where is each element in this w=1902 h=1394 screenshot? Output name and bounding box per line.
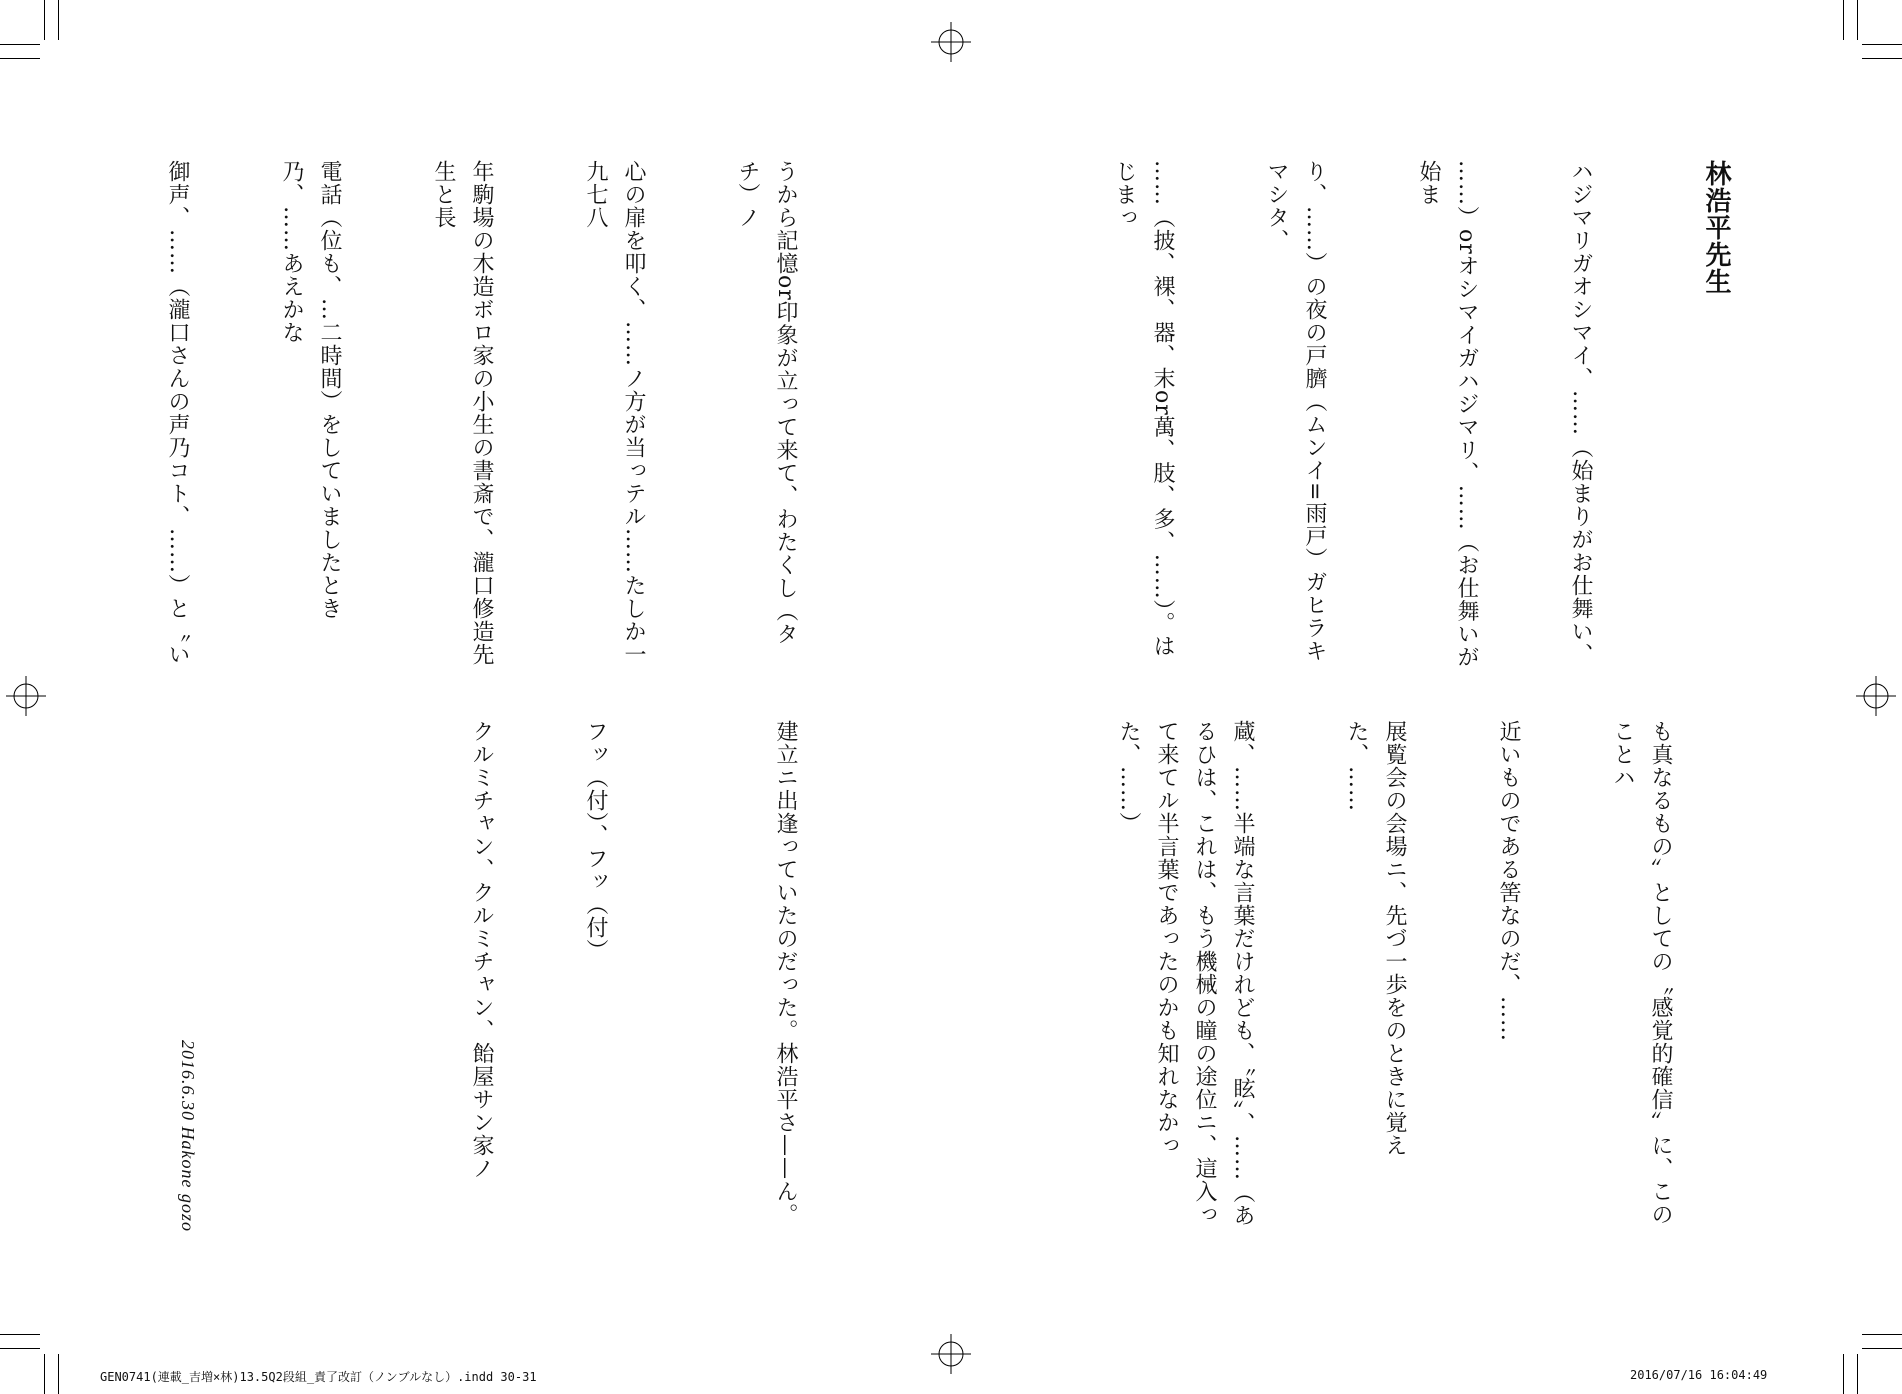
right-upper-text bbox=[1035, 160, 1675, 680]
crosshair-registration-icon-bottom bbox=[931, 1334, 971, 1374]
text-line: 心の扉を叩く、……ノ方が当っテル……たしか一九七八 bbox=[583, 160, 646, 666]
text-line: クルミチャン、クルミチャン、飴屋サン家ノ bbox=[469, 720, 494, 1180]
left-upper-text bbox=[160, 160, 880, 680]
text-line bbox=[380, 720, 386, 1240]
text-line: も真なるもの〟としての〝感覚的確信〟に、このことハ bbox=[1610, 720, 1673, 1226]
text-line: 近いものである筈なのだ、…… bbox=[1496, 720, 1521, 1042]
text-line: 蔵、……半端な言葉だけれども、〝眩〟、……（あるひは、これは、もう機械の瞳の途位ニ、這入って来てル半言葉であったのかも知れなかった、……） bbox=[1116, 720, 1255, 1227]
crosshair-registration-icon-top bbox=[931, 22, 971, 62]
text-line: 建立ニ出逢っていたのだった。林浩平さ——ん。 bbox=[773, 720, 798, 1226]
crosshair-registration-icon-right bbox=[1856, 676, 1896, 716]
text-line: り、……）の夜の戸臍（ムンイ=雨戸）ガヒラキマシタ、 bbox=[1264, 160, 1327, 663]
text-line: ハジマリガオシマイ、……（始まりがお仕舞い、 bbox=[1568, 160, 1593, 666]
text-line: ……）orオシマイガハジマリ、……（お仕舞いが始ま bbox=[1416, 160, 1479, 669]
slug-filename: GEN0741(連載_吉増×林)13.5Q2段組_責了改訂（ノンブルなし）.indd 30-31 bbox=[100, 1370, 537, 1384]
page-heading: 林浩平先生 bbox=[1701, 160, 1731, 295]
text-line: 年駒場の木造ボロ家の小生の書斎で、瀧口修造先生と長 bbox=[431, 160, 494, 666]
text-line: フッ（付）、フッ（付） bbox=[583, 720, 608, 962]
left-lower-poem bbox=[380, 720, 880, 1240]
text-line: ……（披、裸、器、末or萬、肢、多、……）。はじまっ bbox=[1112, 160, 1175, 658]
right-lower-text bbox=[1035, 720, 1755, 1240]
text-line: うから記憶or印象が立って来て、わたくし（タチ）ノ bbox=[735, 160, 798, 646]
text-line: 御声、……（瀧口さんの声乃コト、……）と〝い bbox=[165, 160, 190, 666]
text-line: 電話（位も、…二時間）をしていましたとき乃、……あえかな bbox=[279, 160, 342, 620]
signature-date: 2016.6.30 Hakone gozo bbox=[178, 1040, 198, 1232]
text-line: 展覧会の会場ニ、先づ一歩をのときに覚えた、…… bbox=[1344, 720, 1407, 1157]
slug-timestamp: 2016/07/16 16:04:49 bbox=[1630, 1368, 1768, 1382]
crosshair-registration-icon-left bbox=[6, 676, 46, 716]
